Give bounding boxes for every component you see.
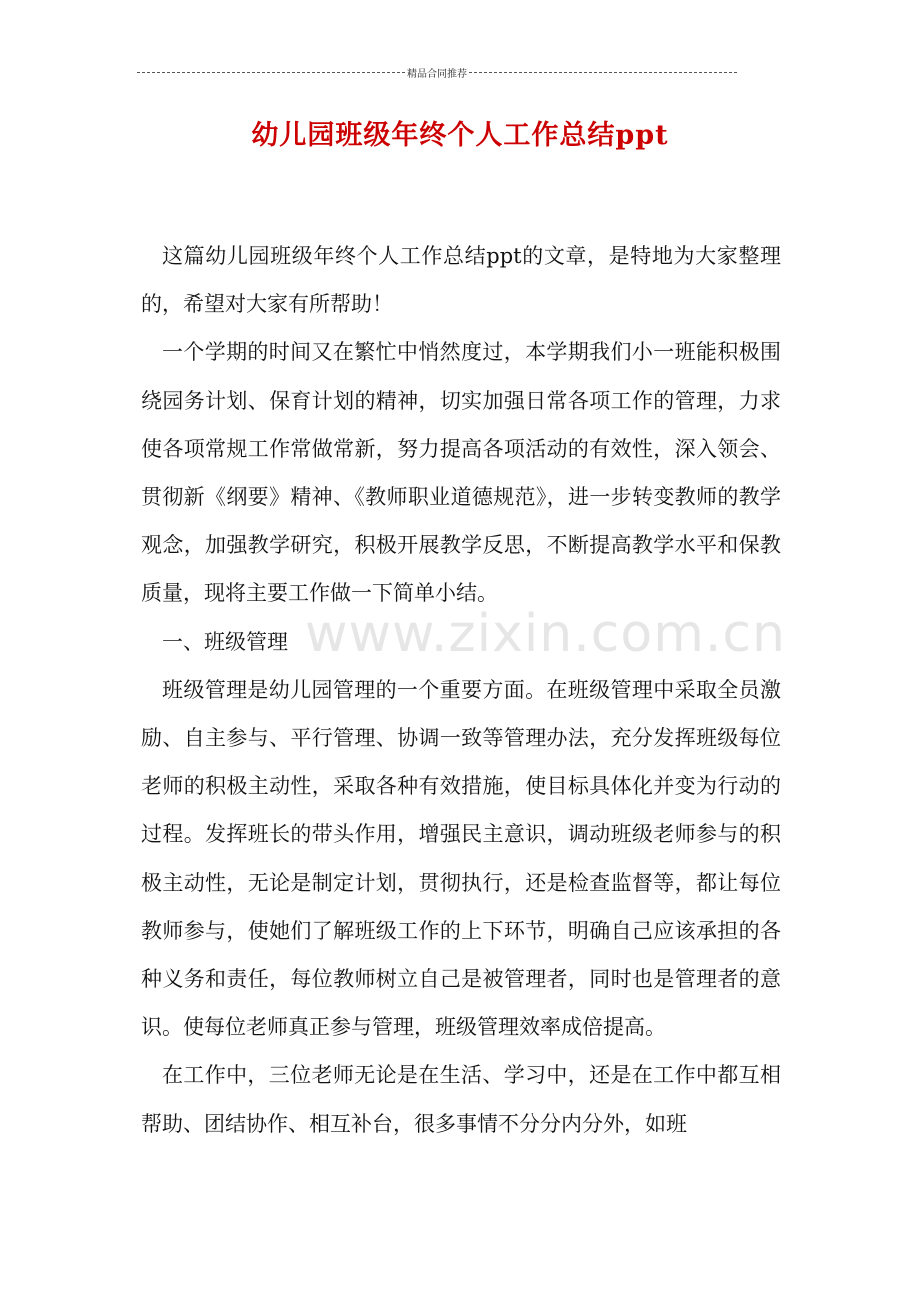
section-heading-class-management: 一、班级管理 (162, 629, 288, 654)
paragraph-intro: 这篇幼儿园班级年终个人工作总结ppt的文章，是特地为大家整理的，希望对大家有所帮助！ (141, 244, 781, 317)
page-header (137, 64, 737, 80)
watermark: www.zixin.com.cn (305, 604, 786, 664)
paragraph-summary: 一个学期的时间又在繁忙中悄然度过，本学期我们小一班能积极围绕园务计划、保育计划的精神，切实加强日常各项工作的管理，力求使各项常规工作常做常新，努力提高各项活动的有效性，深入领会、贯彻新《纲要》精神、《教师职业道德规范》，进一步转变教师的教学观念，加强教学研究，积极开展教学反思，不断提高教学水平和保教质量，现将主要工作做一下简单小结。 (141, 340, 781, 606)
paragraph-teamwork: 在工作中，三位老师无论是在生活、学习中，还是在工作中都互相帮助、团结协作、相互补台，很多事情不分分内分外，如班 (141, 1063, 781, 1136)
header-dash-left (137, 72, 405, 73)
paragraph-class-management: 班级管理是幼儿园管理的一个重要方面。在班级管理中采取全员激励、自主参与、平行管理、协调一致等管理办法，充分发挥班级每位老师的积极主动性，采取各种有效措施，使目标具体化并变为行动的过程。发挥班长的带头作用，增强民主意识，调动班级老师参与的积极主动性，无论是制定计划，贯彻执行，还是检查监督等，都让每位教师参与，使她们了解班级工作的上下环节，明确自己应该承担的各种义务和责任，每位教师树立自己是被管理者，同时也是管理者的意识。使每位老师真正参与管理，班级管理效率成倍提高。 (141, 677, 781, 1040)
header-dash-right (469, 72, 737, 73)
header-label: 精品合同推荐 (407, 68, 467, 80)
document-body (141, 232, 786, 1148)
document-title: 幼儿园班级年终个人工作总结ppt (251, 120, 669, 151)
